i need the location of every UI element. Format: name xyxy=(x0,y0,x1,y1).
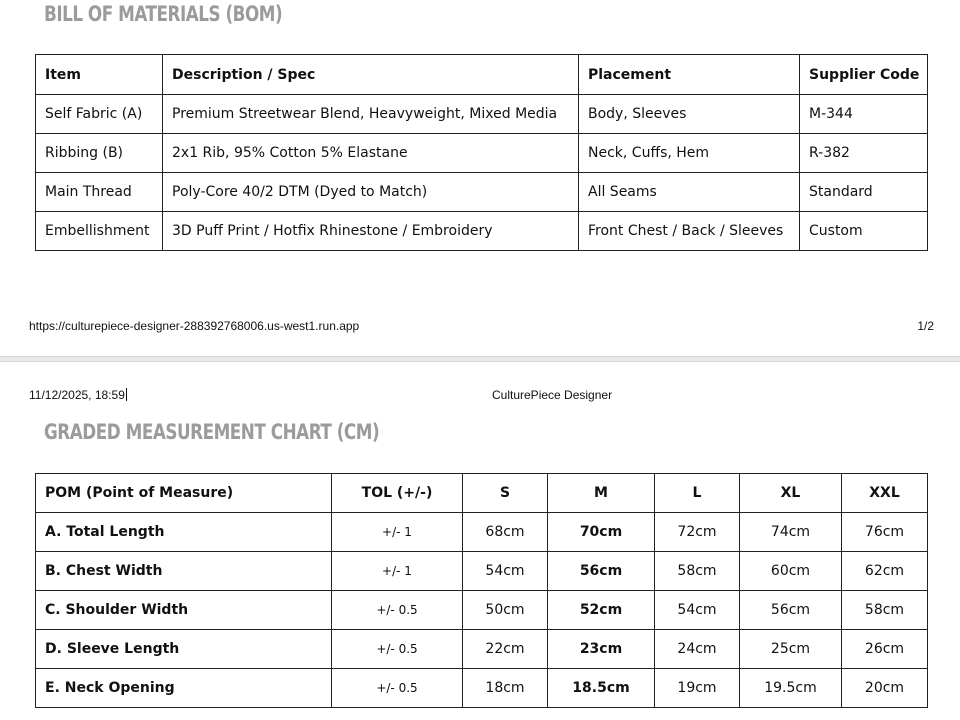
bom-supplier-code: R-382 xyxy=(800,134,928,173)
measurement-header-size-xxl: XXL xyxy=(842,474,928,513)
measurement-size-xxl: 76cm xyxy=(842,513,928,552)
bom-description: Premium Streetwear Blend, Heavyweight, Mixed Media xyxy=(163,95,579,134)
measurement-table xyxy=(35,473,928,708)
bom-header-placement: Placement xyxy=(579,55,800,95)
measurement-tolerance: +/- 0.5 xyxy=(332,630,463,669)
table-row xyxy=(36,552,928,591)
measurement-size-xl: 56cm xyxy=(740,591,842,630)
print-footer-page-number: 1/2 xyxy=(917,319,934,333)
measurement-size-m: 70cm xyxy=(548,513,655,552)
measurement-tolerance: +/- 1 xyxy=(332,513,463,552)
bom-description: Poly-Core 40/2 DTM (Dyed to Match) xyxy=(163,173,579,212)
print-header-app-name: CulturePiece Designer xyxy=(492,388,613,402)
table-row xyxy=(36,630,928,669)
measurement-size-xxl: 58cm xyxy=(842,591,928,630)
measurement-header-size-l: L xyxy=(655,474,740,513)
measurement-size-m: 56cm xyxy=(548,552,655,591)
bom-placement: Neck, Cuffs, Hem xyxy=(579,134,800,173)
measurement-tolerance: +/- 0.5 xyxy=(332,591,463,630)
measurement-header-size-xl: XL xyxy=(740,474,842,513)
table-row xyxy=(36,591,928,630)
print-page-2 xyxy=(0,362,960,720)
bom-header-item: Item xyxy=(36,55,163,95)
bom-supplier-code: Standard xyxy=(800,173,928,212)
measurement-header-size-m: M xyxy=(548,474,655,513)
bom-description: 3D Puff Print / Hotfix Rhinestone / Embroidery xyxy=(163,212,579,251)
table-row xyxy=(36,513,928,552)
bom-supplier-code: M-344 xyxy=(800,95,928,134)
measurement-size-m: 18.5cm xyxy=(548,669,655,708)
measurement-size-l: 58cm xyxy=(655,552,740,591)
table-row xyxy=(36,173,928,212)
table-row xyxy=(36,669,928,708)
print-footer-url: https://culturepiece-designer-288392768006.us-west1.run.app xyxy=(29,319,360,333)
measurement-pom: A. Total Length xyxy=(36,513,332,552)
bom-header-supplier-code: Supplier Code xyxy=(800,55,928,95)
bom-placement: All Seams xyxy=(579,173,800,212)
measurement-size-xl: 74cm xyxy=(740,513,842,552)
measurement-size-xxl: 20cm xyxy=(842,669,928,708)
measurement-header-row xyxy=(36,474,928,513)
measurement-size-l: 54cm xyxy=(655,591,740,630)
measurement-size-l: 19cm xyxy=(655,669,740,708)
print-header-datetime-text: 11/12/2025, 18:59 xyxy=(29,388,125,402)
print-header-datetime xyxy=(29,388,127,402)
measurement-size-xl: 60cm xyxy=(740,552,842,591)
measurement-tolerance: +/- 0.5 xyxy=(332,669,463,708)
measurement-size-m: 52cm xyxy=(548,591,655,630)
measurement-header-pom: POM (Point of Measure) xyxy=(36,474,332,513)
measurement-size-s: 18cm xyxy=(463,669,548,708)
measurement-size-m: 23cm xyxy=(548,630,655,669)
bom-item: Self Fabric (A) xyxy=(36,95,163,134)
bom-header-description: Description / Spec xyxy=(163,55,579,95)
measurement-pom: C. Shoulder Width xyxy=(36,591,332,630)
measurement-pom: B. Chest Width xyxy=(36,552,332,591)
bom-header-row xyxy=(36,55,928,95)
measurement-size-s: 68cm xyxy=(463,513,548,552)
measurement-size-s: 50cm xyxy=(463,591,548,630)
bom-item: Ribbing (B) xyxy=(36,134,163,173)
table-row xyxy=(36,212,928,251)
bom-description: 2x1 Rib, 95% Cotton 5% Elastane xyxy=(163,134,579,173)
text-cursor xyxy=(126,388,127,401)
bom-supplier-code: Custom xyxy=(800,212,928,251)
measurement-size-s: 22cm xyxy=(463,630,548,669)
measurement-section-title: GRADED MEASUREMENT CHART (CM) xyxy=(44,420,380,444)
measurement-size-xl: 25cm xyxy=(740,630,842,669)
table-row xyxy=(36,95,928,134)
measurement-tolerance: +/- 1 xyxy=(332,552,463,591)
measurement-size-xxl: 26cm xyxy=(842,630,928,669)
bom-section-title: BILL OF MATERIALS (BOM) xyxy=(44,2,283,26)
measurement-size-xxl: 62cm xyxy=(842,552,928,591)
bom-item: Main Thread xyxy=(36,173,163,212)
bom-table xyxy=(35,54,928,251)
measurement-size-xl: 19.5cm xyxy=(740,669,842,708)
print-page-1 xyxy=(0,0,960,356)
measurement-size-l: 72cm xyxy=(655,513,740,552)
table-row xyxy=(36,134,928,173)
measurement-header-tol: TOL (+/-) xyxy=(332,474,463,513)
bom-placement: Front Chest / Back / Sleeves xyxy=(579,212,800,251)
measurement-size-s: 54cm xyxy=(463,552,548,591)
measurement-pom: D. Sleeve Length xyxy=(36,630,332,669)
measurement-pom: E. Neck Opening xyxy=(36,669,332,708)
measurement-size-l: 24cm xyxy=(655,630,740,669)
bom-placement: Body, Sleeves xyxy=(579,95,800,134)
bom-item: Embellishment xyxy=(36,212,163,251)
measurement-header-size-s: S xyxy=(463,474,548,513)
